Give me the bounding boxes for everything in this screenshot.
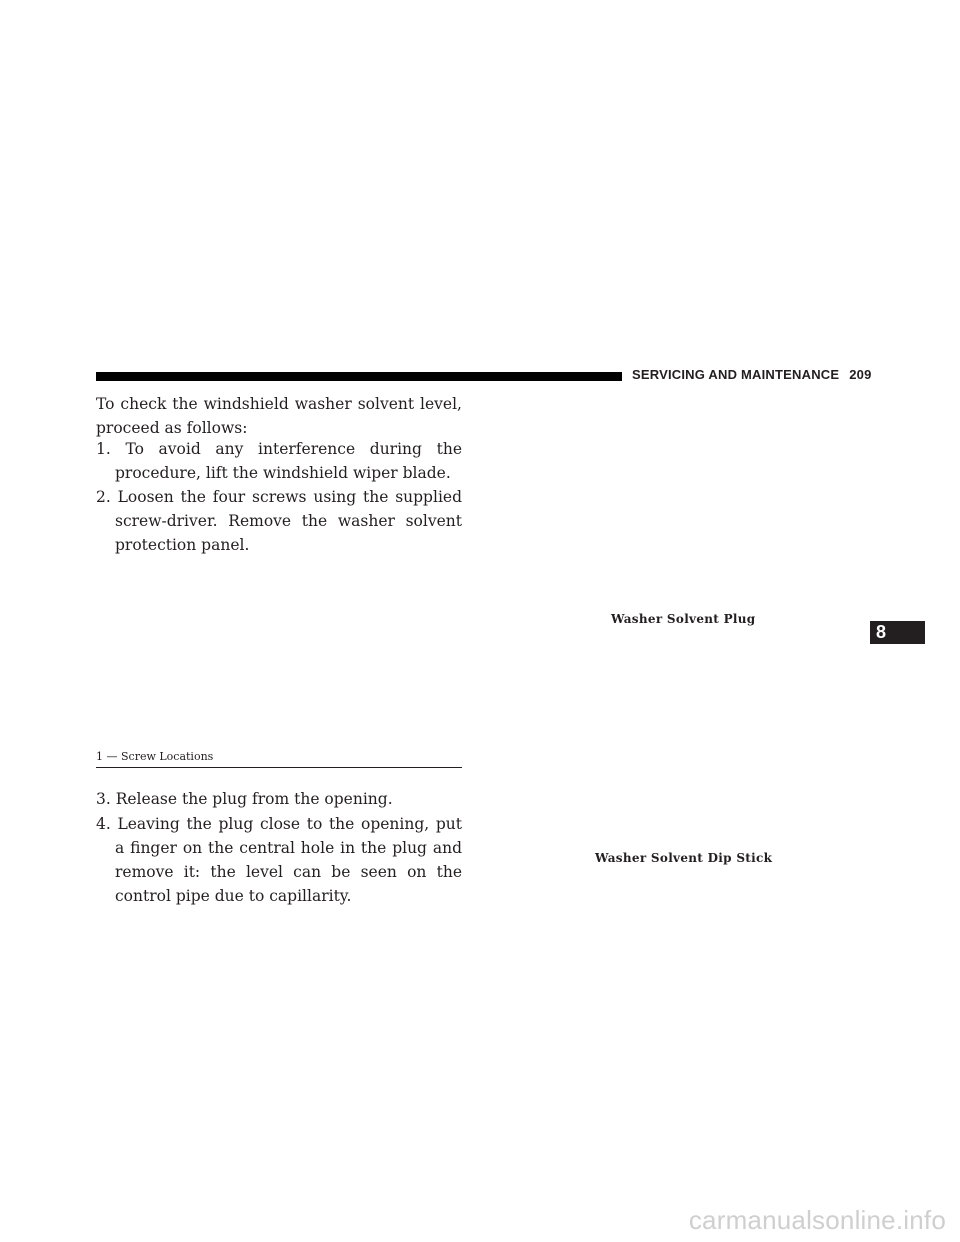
step-4: 4. Leaving the plug close to the opening, put a finger on the central hole in the plug and remove it: the level can be seen on the control pipe due to capillarity. xyxy=(96,815,462,905)
step-2: 2. Loosen the four screws using the supplied screw-driver. Remove the washer solvent protection panel. xyxy=(96,488,462,554)
step-3: 3. Release the plug from the opening. xyxy=(96,790,393,808)
screw-locations-caption: 1 — Screw Locations xyxy=(96,750,214,763)
header-rule xyxy=(96,372,622,381)
watermark: carmanualsonline.info xyxy=(688,1205,946,1235)
caption-divider xyxy=(96,767,462,768)
section-title: SERVICING AND MAINTENANCE xyxy=(632,367,840,382)
section-header xyxy=(632,367,872,382)
chapter-tab: 8 xyxy=(870,621,925,644)
step-1: 1. To avoid any interference during the procedure, lift the windshield wiper blade. xyxy=(96,440,462,482)
plug-caption: Washer Solvent Plug xyxy=(611,612,756,626)
dip-stick-caption: Washer Solvent Dip Stick xyxy=(595,851,773,865)
intro-paragraph: To check the windshield washer solvent level, proceed as follows: xyxy=(96,395,462,437)
page-number: 209 xyxy=(849,367,872,382)
